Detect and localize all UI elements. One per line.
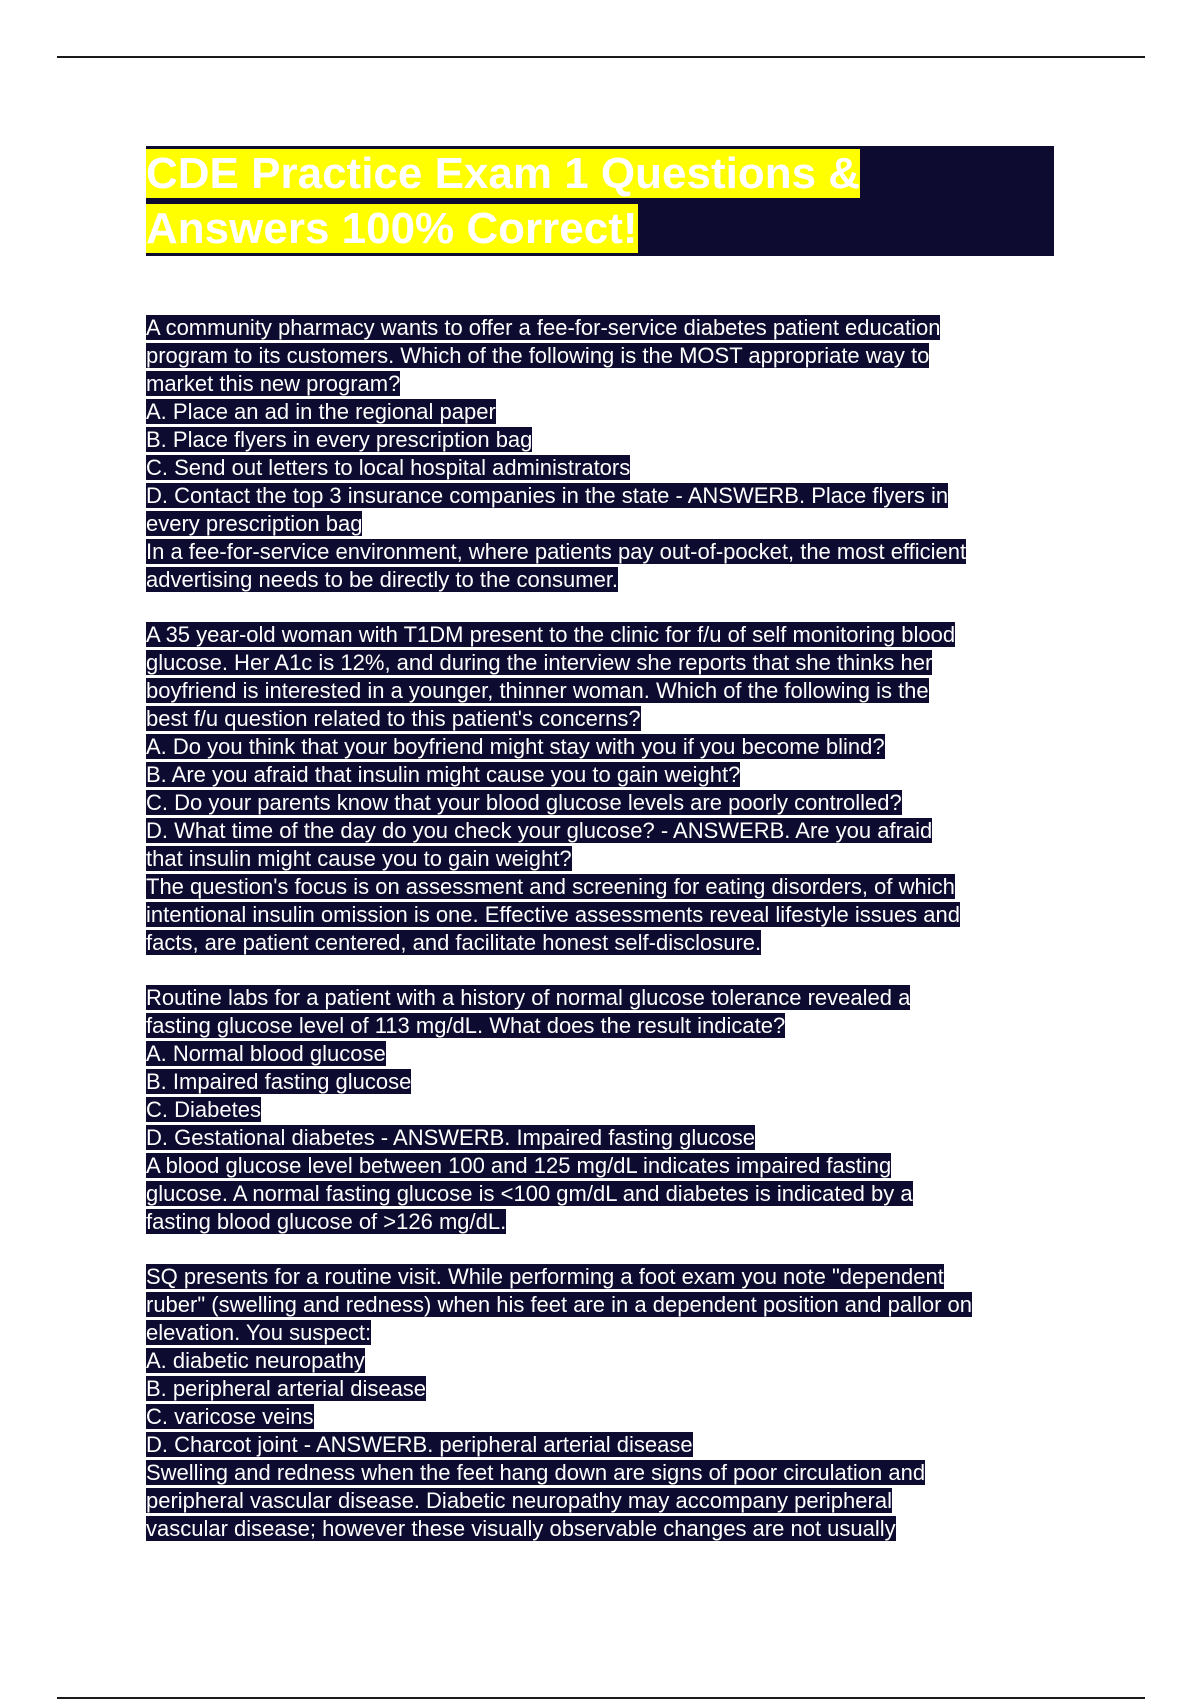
text-line xyxy=(146,314,1066,342)
text-line xyxy=(146,677,1066,705)
text-line xyxy=(146,901,1066,929)
highlighted-text: D. What time of the day do you check your glucose? - ANSWERB. Are you afraid xyxy=(146,818,933,843)
text-line xyxy=(146,482,1066,510)
text-line xyxy=(146,370,1066,398)
text-line xyxy=(146,789,1066,817)
highlighted-text: D. Gestational diabetes - ANSWERB. Impaired fasting glucose xyxy=(146,1125,755,1150)
highlighted-text: A 35 year-old woman with T1DM present to the clinic for f/u of self monitoring blood xyxy=(146,622,956,647)
highlighted-text: C. Do your parents know that your blood glucose levels are poorly controlled? xyxy=(146,790,902,815)
highlighted-text: The question's focus is on assessment and screening for eating disorders, of which xyxy=(146,874,955,899)
text-line xyxy=(146,454,1066,482)
text-line xyxy=(146,1319,1066,1347)
question-block xyxy=(146,1263,1066,1543)
highlighted-text: program to its customers. Which of the following is the MOST appropriate way to xyxy=(146,343,930,368)
text-line xyxy=(146,510,1066,538)
question-block xyxy=(146,984,1066,1236)
text-line xyxy=(146,342,1066,370)
text-line xyxy=(146,1152,1066,1180)
text-line xyxy=(146,1431,1066,1459)
top-rule xyxy=(57,56,1145,58)
highlighted-text: elevation. You suspect: xyxy=(146,1320,372,1345)
highlighted-text: market this new program? xyxy=(146,371,401,396)
highlighted-text: B. Are you afraid that insulin might cause you to gain weight? xyxy=(146,762,741,787)
bottom-rule xyxy=(57,1697,1145,1699)
highlighted-text: C. Send out letters to local hospital administrators xyxy=(146,455,631,480)
text-line xyxy=(146,733,1066,761)
text-line xyxy=(146,1068,1066,1096)
highlighted-text: facts, are patient centered, and facilitate honest self-disclosure. xyxy=(146,930,762,955)
document-body xyxy=(146,314,1066,1570)
highlighted-text: C. varicose veins xyxy=(146,1404,314,1429)
text-line xyxy=(146,649,1066,677)
highlighted-text: D. Contact the top 3 insurance companies in the state - ANSWERB. Place flyers in xyxy=(146,483,949,508)
highlighted-text: Routine labs for a patient with a history of normal glucose tolerance revealed a xyxy=(146,985,911,1010)
highlighted-text: A. Do you think that your boyfriend might stay with you if you become blind? xyxy=(146,734,885,759)
text-line xyxy=(146,929,1066,957)
question-block xyxy=(146,314,1066,594)
text-line xyxy=(146,1040,1066,1068)
title-line-2: Answers 100% Correct! xyxy=(146,204,638,253)
text-line xyxy=(146,426,1066,454)
highlighted-text: fasting glucose level of 113 mg/dL. What does the result indicate? xyxy=(146,1013,786,1038)
document-title xyxy=(146,146,1046,256)
text-line xyxy=(146,705,1066,733)
text-line xyxy=(146,1347,1066,1375)
text-line xyxy=(146,1459,1066,1487)
highlighted-text: fasting blood glucose of >126 mg/dL. xyxy=(146,1209,507,1234)
text-line xyxy=(146,1012,1066,1040)
highlighted-text: A. Place an ad in the regional paper xyxy=(146,399,496,424)
text-line xyxy=(146,1291,1066,1319)
text-line xyxy=(146,1180,1066,1208)
highlighted-text: In a fee-for-service environment, where patients pay out-of-pocket, the most efficient xyxy=(146,539,967,564)
highlighted-text: Swelling and redness when the feet hang down are signs of poor circulation and xyxy=(146,1460,926,1485)
highlighted-text: glucose. Her A1c is 12%, and during the interview she reports that she thinks her xyxy=(146,650,933,675)
text-line xyxy=(146,1096,1066,1124)
highlighted-text: vascular disease; however these visually observable changes are not usually xyxy=(146,1516,896,1541)
highlighted-text: B. peripheral arterial disease xyxy=(146,1376,427,1401)
highlighted-text: glucose. A normal fasting glucose is <100 gm/dL and diabetes is indicated by a xyxy=(146,1181,913,1206)
text-line xyxy=(146,1515,1066,1543)
text-line xyxy=(146,845,1066,873)
highlighted-text: C. Diabetes xyxy=(146,1097,261,1122)
text-line xyxy=(146,1124,1066,1152)
highlighted-text: that insulin might cause you to gain weight? xyxy=(146,846,572,871)
highlighted-text: boyfriend is interested in a younger, thinner woman. Which of the following is the xyxy=(146,678,929,703)
highlighted-text: A blood glucose level between 100 and 125 mg/dL indicates impaired fasting xyxy=(146,1153,892,1178)
text-line xyxy=(146,1487,1066,1515)
title-line-1: CDE Practice Exam 1 Questions & xyxy=(146,149,861,198)
highlighted-text: B. Place flyers in every prescription bag xyxy=(146,427,533,452)
highlighted-text: A. diabetic neuropathy xyxy=(146,1348,365,1373)
text-line xyxy=(146,984,1066,1012)
text-line xyxy=(146,1263,1066,1291)
highlighted-text: ruber" (swelling and redness) when his feet are in a dependent position and pallor on xyxy=(146,1292,972,1317)
highlighted-text: A. Normal blood glucose xyxy=(146,1041,386,1066)
text-line xyxy=(146,1208,1066,1236)
highlighted-text: SQ presents for a routine visit. While performing a foot exam you note "dependent xyxy=(146,1264,944,1289)
text-line xyxy=(146,873,1066,901)
highlighted-text: A community pharmacy wants to offer a fee-for-service diabetes patient education xyxy=(146,315,941,340)
question-block xyxy=(146,621,1066,957)
highlighted-text: B. Impaired fasting glucose xyxy=(146,1069,412,1094)
highlighted-text: every prescription bag xyxy=(146,511,363,536)
text-line xyxy=(146,1375,1066,1403)
highlighted-text: best f/u question related to this patient's concerns? xyxy=(146,706,641,731)
text-line xyxy=(146,538,1066,566)
highlighted-text: peripheral vascular disease. Diabetic neuropathy may accompany peripheral xyxy=(146,1488,892,1513)
text-line xyxy=(146,761,1066,789)
text-line xyxy=(146,566,1066,594)
highlighted-text: intentional insulin omission is one. Effective assessments reveal lifestyle issues and xyxy=(146,902,960,927)
highlighted-text: D. Charcot joint - ANSWERB. peripheral arterial disease xyxy=(146,1432,693,1457)
highlighted-text: advertising needs to be directly to the consumer. xyxy=(146,567,619,592)
text-line xyxy=(146,1403,1066,1431)
text-line xyxy=(146,398,1066,426)
text-line xyxy=(146,817,1066,845)
text-line xyxy=(146,621,1066,649)
